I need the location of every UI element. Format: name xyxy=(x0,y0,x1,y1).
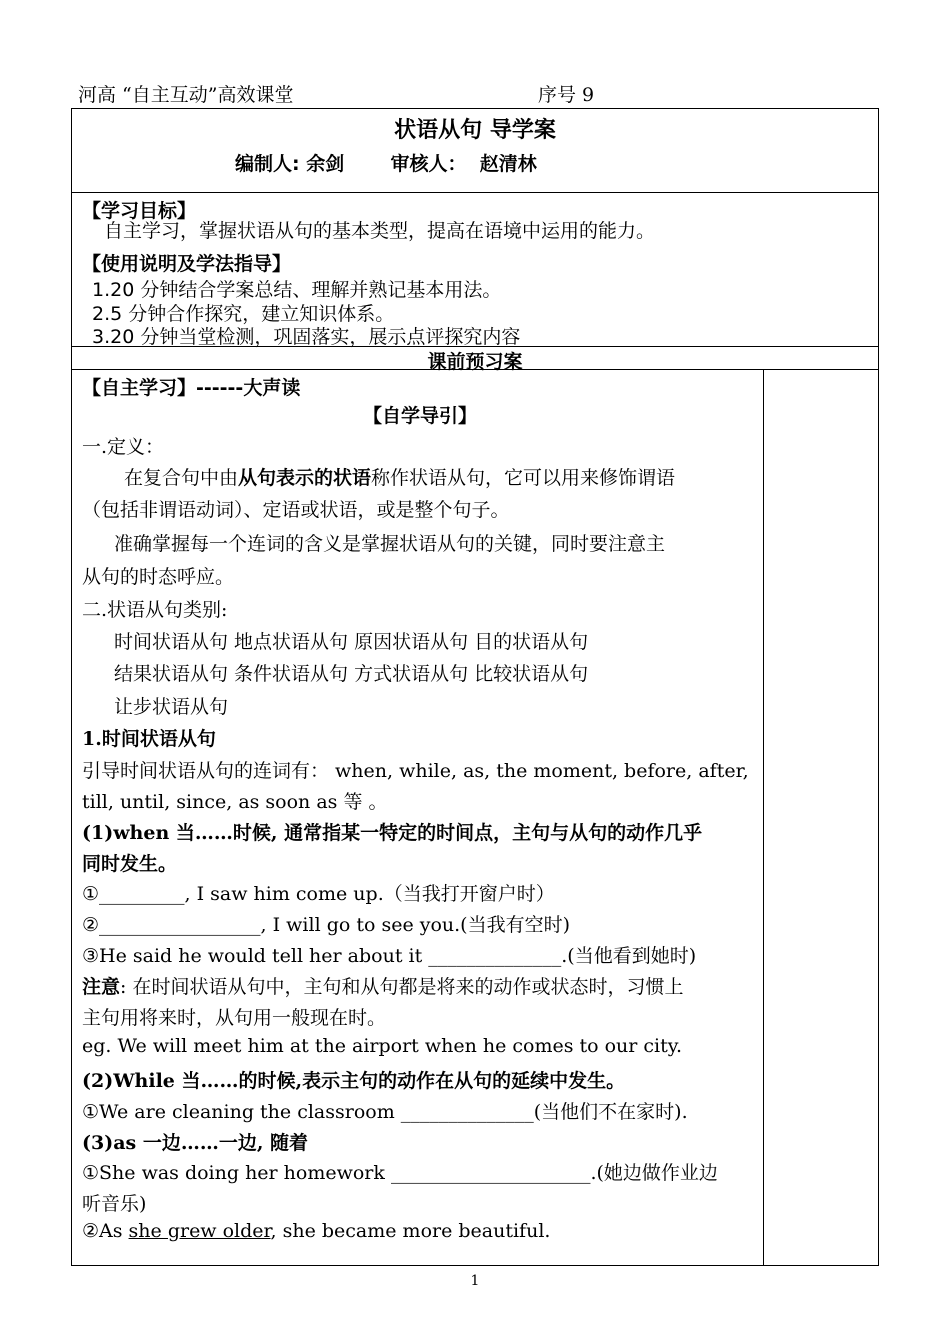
editors-line: 编制人: 余剑 审核人： 赵清林 xyxy=(235,153,537,175)
instruction-item: 2.5 分钟合作探究，建立知识体系。 xyxy=(92,303,395,325)
exercise-item: ①_________, I saw him come up.（当我打开窗户时） xyxy=(82,883,555,905)
time-clause-intro: 引导时间状语从句的连词有： when, while, as, the moment, before, after, xyxy=(82,760,749,782)
types-line: 时间状语从句 地点状语从句 原因状语从句 目的状语从句 xyxy=(114,631,589,653)
definition-paragraph-1: 在复合句中由从句表示的状语称作状语从句，它可以用来修饰谓语 xyxy=(124,467,676,489)
exercise-item: ②_________________, I will go to see you.(当我有空时) xyxy=(82,914,570,936)
self-study-guide: 【自学导引】 xyxy=(362,405,477,427)
exercise-item: ②As she grew older, she became more beautiful. xyxy=(82,1220,551,1242)
definition-paragraph-2-cont: 从句的时态呼应。 xyxy=(82,566,235,588)
types-line: 让步状语从句 xyxy=(114,696,229,718)
example-sentence: eg. We will meet him at the airport when he comes to our city. xyxy=(82,1035,683,1057)
definition-paragraph-2: 准确掌握每一个连词的含义是掌握状语从句的关键，同时要注意主 xyxy=(114,533,666,555)
objectives-text: 自主学习，掌握状语从句的基本类型，提高在语境中运用的能力。 xyxy=(104,220,656,242)
section-title: 课前预习案 xyxy=(427,351,523,373)
instruction-item: 1.20 分钟结合学案总结、理解并熟记基本用法。 xyxy=(92,279,502,301)
time-clause-intro-cont: till, until, since, as soon as 等 。 xyxy=(82,791,388,813)
types-heading: 二.状语从句类别: xyxy=(82,599,228,621)
definition-paragraph-1-cont: （包括非谓语动词）、定语或状语，或是整个句子。 xyxy=(82,499,510,521)
note-line: 注意: 在时间状语从句中，主句和从句都是将来的动作或状态时，习惯上 xyxy=(82,976,684,998)
instructions-heading: 【使用说明及学法指导】 xyxy=(82,253,292,275)
objectives-heading: 【学习目标】 xyxy=(82,200,197,222)
definition-heading: 一.定义： xyxy=(82,436,165,458)
self-study-heading: 【自主学习】------大声读 xyxy=(82,377,301,399)
page-number: 1 xyxy=(470,1273,480,1289)
exercise-item: ①She was doing her homework _____________________.(她边做作业边 xyxy=(82,1162,718,1184)
instruction-item: 3.20 分钟当堂检测，巩固落实，展示点评探究内容 xyxy=(92,326,521,348)
types-line: 结果状语从句 条件状语从句 方式状语从句 比较状语从句 xyxy=(114,663,589,685)
header-school-title: 河高 “自主互动”高效课堂 xyxy=(78,84,294,106)
exercise-item: ①We are cleaning the classroom ______________(当他们不在家时). xyxy=(82,1101,688,1123)
header-serial-number: 序号 9 xyxy=(538,84,595,106)
note-line-cont: 主句用将来时，从句用一般现在时。 xyxy=(82,1007,387,1029)
column-divider xyxy=(763,369,764,1266)
exercise-item: ③He said he would tell her about it ______________.(当他看到她时) xyxy=(82,945,697,967)
as-heading: (3)as 一边……一边, 随着 xyxy=(82,1132,309,1154)
exercise-item-cont: 听音乐) xyxy=(82,1193,147,1215)
document-title: 状语从句 导学案 xyxy=(394,118,556,143)
while-heading: (2)While 当……的时候,表示主句的动作在从句的延续中发生。 xyxy=(82,1070,626,1092)
when-heading: (1)when 当……时候, 通常指某一特定的时间点，主句与从句的动作几乎 xyxy=(82,822,703,844)
time-clause-heading: 1.时间状语从句 xyxy=(82,728,216,750)
when-heading-cont: 同时发生。 xyxy=(82,853,178,875)
